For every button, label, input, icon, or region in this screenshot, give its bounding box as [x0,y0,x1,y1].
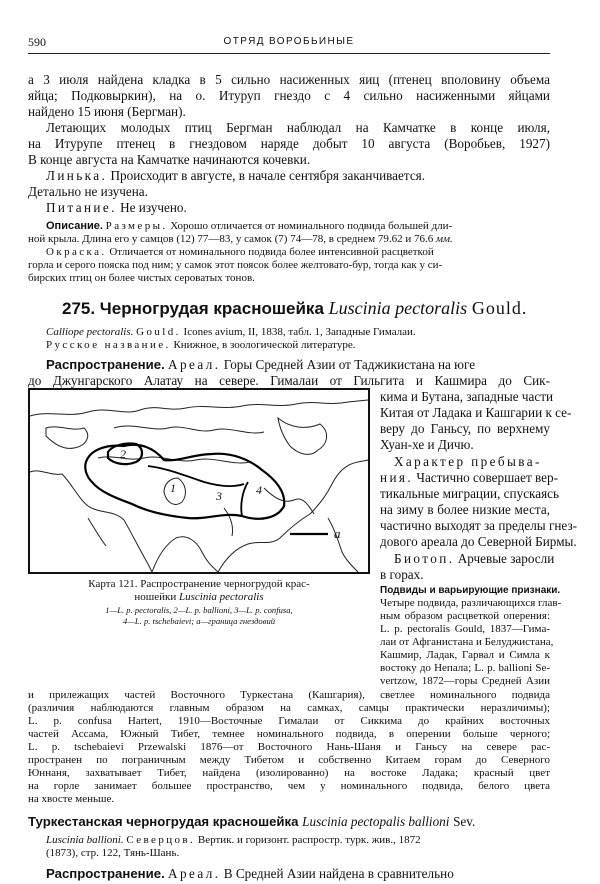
synonym-author: Gould. [136,326,181,338]
turkestan-heading-title: Туркестанская черногрудая красношейка [28,814,299,829]
subspecies-line: Четыре подвида, различающихся глав- [380,597,562,609]
molt-label: Линька. [46,168,108,183]
turkestan-range-line [46,866,550,882]
unit: мм. [435,233,453,245]
subspecies-line: частей Ассама, Южный Тибет, темнее номинального подвида, в оперении больше черного; [28,728,550,740]
range-line: Китая от Ладака и Кашгарии к се- [380,405,572,420]
russian-name-text: Книжное, в зоологической литературе. [173,339,356,351]
subspecies-line: на хвосте меньше. [28,793,115,805]
map-legend-line: 1—L. p. pectoralis, 2—L. p. ballioni, 3—L. p. confusa, [105,605,293,615]
habit-line [380,470,559,486]
subspecies-line: на горле занимает большее пространство, чем у номинального подвида, белого цвета [28,780,550,792]
range-line: кима и Бутана, западные части [380,389,554,404]
biotope-line [394,551,555,567]
turkestan-range-text: В Средней Азии найдена в сравнительно [223,866,454,881]
text-line: яйца; Подковыркин), на о. Итуруп гнездо с 4 сильно насиженными яйцами [28,88,550,103]
subspecies-line: L. p. pectoralis Gould, 1837—Гима- [380,623,550,635]
running-title: ОТРЯД ВОРОБЬИНЫЕ [223,36,355,47]
synonym-latin: Calliope pectoralis. [46,326,134,338]
habit-label: Характер пребыва- [394,454,542,469]
subspecies-heading-turkestan [28,813,550,830]
area-label: Ареал. [168,357,221,372]
habit-line: частично выходят за пределы гнез- [380,518,578,533]
text-line: Летающих молодых птиц Бергман наблюдал на Камчатке в конце июля, [46,120,550,135]
synonym-reference: Icones avium, II, 1838, табл. 1, Западные Гималаи. [183,326,416,338]
russian-name-line [46,339,550,352]
map-legend-line: 4—L. p. tschebaievi; а—граница гнездовий [122,616,276,626]
text-line: на Итурупе птенец в гнездовом наряде добыт 10 августа (Воробьев, 1927) [28,136,550,151]
running-header [28,33,550,54]
description-line [46,246,550,259]
subspecies-line: (различия наблюдаются главным образом на самках, самцы практически неразличимы); [28,702,550,714]
turkestan-synonym-author: Северцов. [126,834,196,846]
turkestan-synonym-reference: Вертик. и горизонт. распростр. турк. жив., 1872 [197,834,421,846]
turkestan-synonym-latin: Luscinia ballioni. [46,834,124,846]
map-label-2: 2 [120,447,126,461]
subspecies-heading: Подвиды и варьирующие признаки. [380,585,561,596]
text-line: Детально не изучена. [28,184,148,199]
map-caption-text: ношейки [134,591,177,603]
species-heading [62,297,550,319]
turkestan-range-heading: Распространение. [46,866,165,881]
range-line [46,357,550,373]
text-line: В конце августа на Камчатке начинаются кочевки. [28,152,311,167]
synonym-line [46,326,550,339]
biotope-line: в горах. [380,567,424,582]
subspecies-line: востоку до Непала; L. p. ballioni Se- [380,662,550,674]
species-heading-title: 275. Черногрудая красношейка [62,299,324,318]
page-number: 590 [28,35,46,49]
text-line: а 3 июля найдена кладка в 5 сильно насиженных яиц (птенец вполовину объема [28,72,550,87]
description-line [28,233,550,246]
turkestan-latin-name: Luscinia pectopalis ballioni [302,814,450,829]
range-text: Горы Средней Азии от Таджикистана на юге [223,357,476,372]
species-latin-name: Luscinia pectoralis [328,298,468,318]
subspecies-line: и прилежащих частей Восточного Туркестана (Кашгария), светлее номинального подвида [28,689,550,701]
food-text: Не изучено. [120,200,187,215]
map-label-3: 3 [216,489,222,503]
range-line: до Джунгарского Алатау на севере. Гималаи от Гильгита и Кашмира до Сик- [28,373,550,388]
description-line [46,220,550,233]
subspecies-line: vertzow, 1872—горы Средней Азии [380,675,550,687]
turkestan-synonym-line: (1873), стр. 122, Тянь-Шань. [46,847,180,859]
subspecies-line: пространен по пограничным между Тибетом и собственно Китаем горам до Северного [28,754,550,766]
description-line: бирских птиц он более чистых сероватых тонов. [28,272,255,284]
range-map [28,388,370,574]
description-text: Хорошо отличается от номинального подвида большей дли- [170,220,453,232]
subspecies-line: Кашмир, Ладак, Гарвал и Симла к [380,649,550,661]
description-line: горла и серого пояска под ним; у самок этот поясок более желтовато-бур, тогда как у си- [28,259,443,271]
description-label: Описание. [46,220,103,232]
text-line: найдено 15 июня (Бергман). [28,104,186,119]
range-line: веру до Ганьсу, по верхнему [380,421,550,436]
biotope-label: Биотоп. [394,551,455,566]
range-heading: Распространение. [46,357,165,372]
turkestan-author: Sev. [453,814,476,829]
habit-line: дового ареала до Северной Бирмы. [380,534,577,549]
species-author: Gould. [471,298,528,318]
subspecies-line: L. p. tschebaievi Przewalski 1876—от Восточного Нань-Шаня и Ганьсу на севере рас- [28,741,550,753]
map-caption-line [28,591,370,604]
description-text: ной крыла. Длина его у самцов (12) 77—83, у самок (7) 74—78, в среднем 79.62 и 76.6 [28,233,434,245]
subspecies-line: лаи от Афганистана и Белуджистана, [380,636,554,648]
subspecies-line: L. p. confusa Hartert, 1910—Восточные Гималаи от Сиккима до крайних восточных [28,715,550,727]
color-label: Окраска. [46,246,107,258]
habit-label-end: ния. [380,470,414,485]
molt-text: Происходит в августе, в начале сентября заканчивается. [110,168,426,183]
habit-text: Частично совершает вер- [416,470,559,485]
map-caption-line: Карта 121. Распространение черногрудой крас- [88,578,310,590]
map-label-4: 4 [256,483,262,497]
food-label: Питание. [46,200,117,215]
food-line [46,200,550,216]
turkestan-area-label: Ареал. [168,866,221,881]
biotope-text: Арчевые заросли [457,551,555,566]
molt-line [46,168,550,184]
turkestan-synonym-line [46,834,550,847]
legend-mark: а [334,526,341,541]
subspecies-line: Юннаня, захватывает Тибет, найдена (изолированно) на востоке Ладака; красный цвет [28,767,550,779]
description-text: Отличается от номинального подвида более интенсивной расцветкой [109,246,434,258]
russian-name-label: Русское название. [46,339,171,351]
map-caption-latin: Luscinia pectoralis [178,591,264,603]
range-line: Хуан-хе и Дичю. [380,437,474,452]
subspecies-line: ным образом расцветкой оперения: [380,610,550,622]
habit-line: на зиму в более низкие места, [380,502,550,517]
size-label: Размеры. [105,220,168,232]
map-label-1: 1 [170,481,176,495]
habit-line: тикальные миграции, спускаясь [380,486,560,501]
